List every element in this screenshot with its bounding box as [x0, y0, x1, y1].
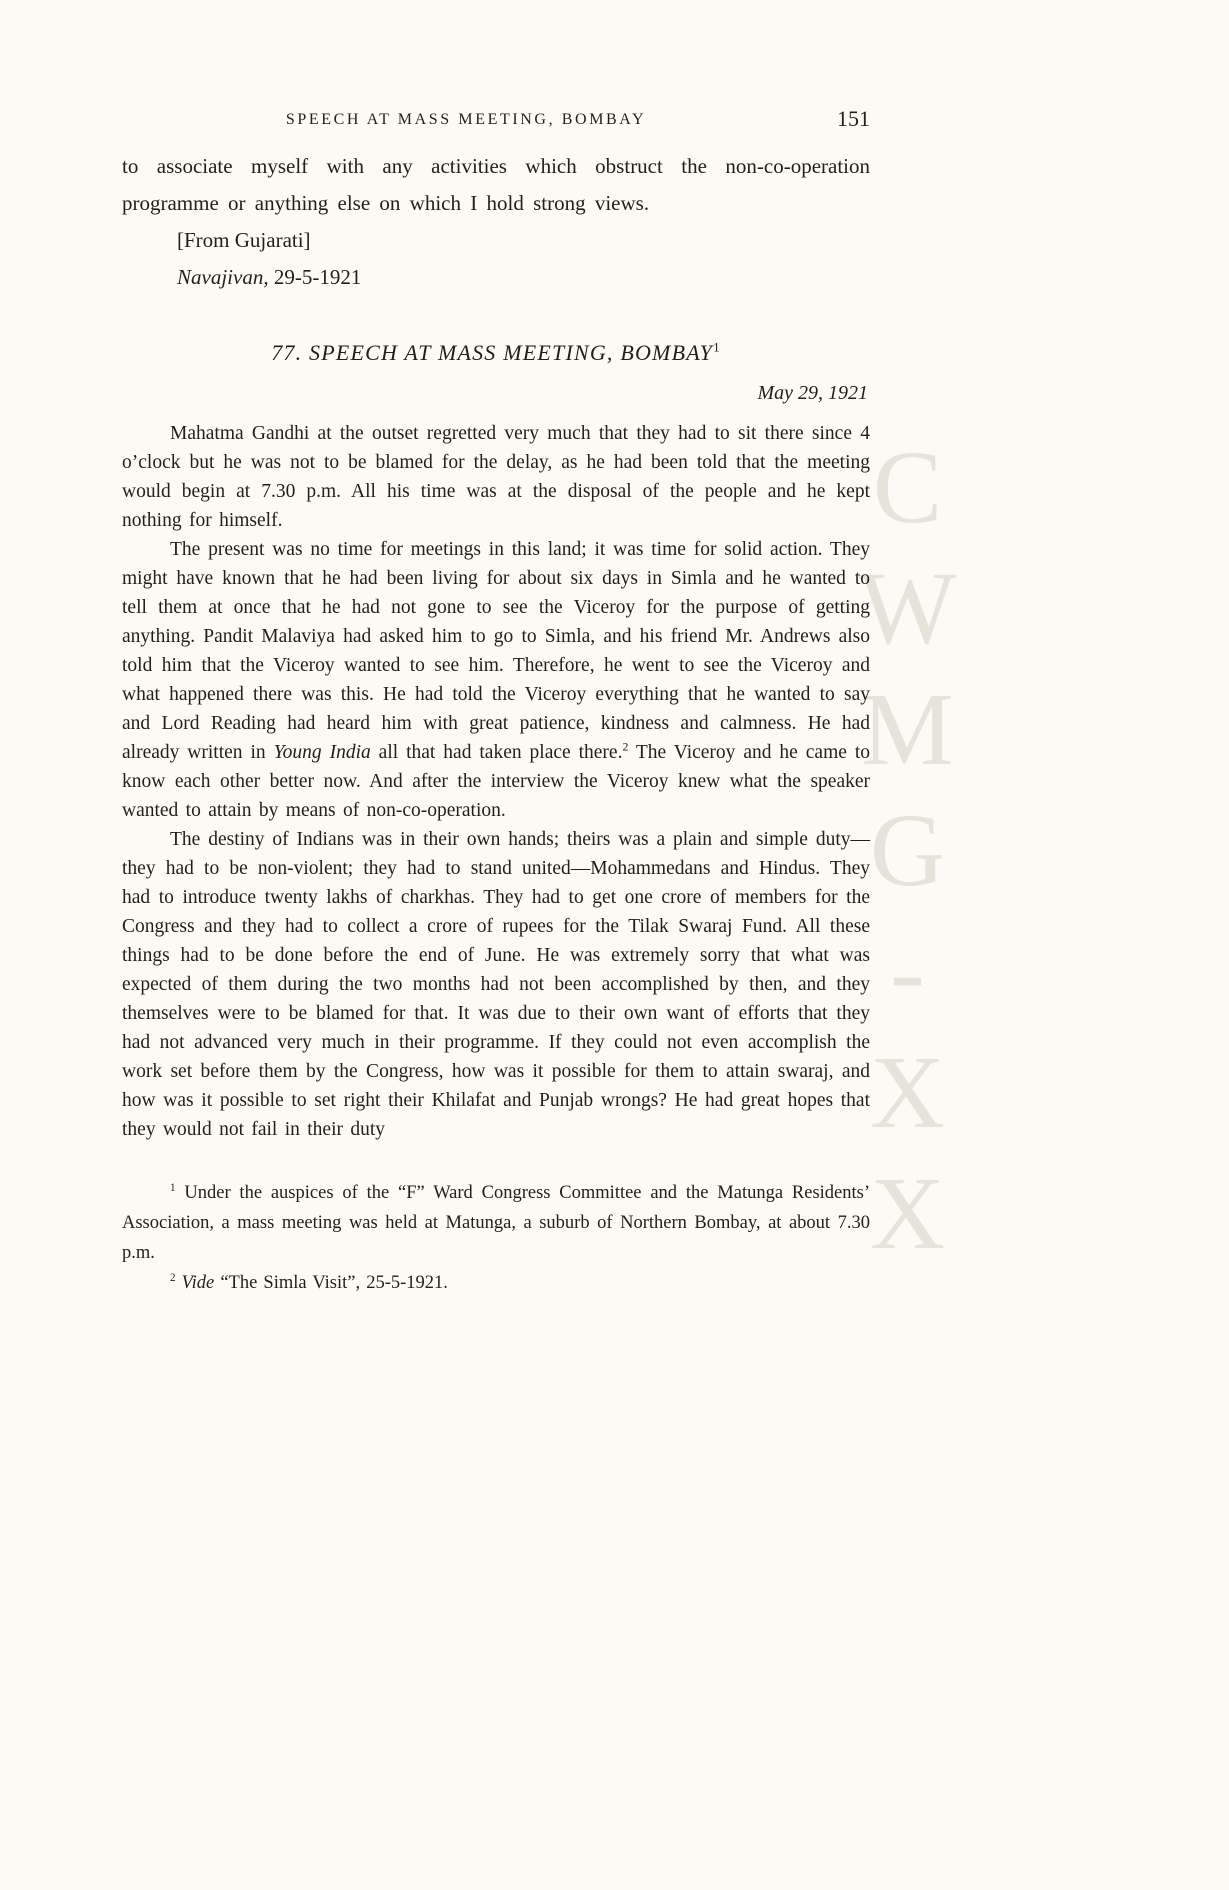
source-language-line: [From Gujarati]	[177, 228, 311, 252]
source-citation-line: Navajivan, 29-5-1921	[177, 265, 362, 289]
footnote-1: $^1$ Under the auspices of the “F” Ward Congress Committee and the Matunga Residents’ Association, a mass meeting was held at Matunga, a suburb of Northern Bombay, at about 7.30 p.m.	[122, 1181, 870, 1263]
page-number: 151	[837, 106, 870, 131]
article-body	[122, 419, 870, 1144]
continuation-paragraph: to associate myself with any activities which obstruct the non-co-operation programme or anything else on which I hold strong views.	[122, 154, 870, 215]
running-header	[122, 106, 870, 140]
article-title: 77. SPEECH AT MASS MEETING, BOMBAY$^1$	[271, 339, 721, 365]
footnote-2: $^2$ Vide “The Simla Visit”, 25-5-1921.	[170, 1271, 448, 1293]
paragraph-1: Mahatma Gandhi at the outset regretted very much that they had to sit there since 4 o’clock but he was not to be blamed for the delay, as he had been told that the meeting would begin at 7.30 p.m. All his time was at the disposal of the people and he kept nothing for himself.	[122, 423, 870, 531]
paragraph-2: The present was no time for meetings in this land; it was time for solid action. They might have known that he had been living for about six days in Simla and he wanted to tell them at once that he had not gone to see the Viceroy for the purpose of getting anything. Pandit Malaviya had asked him to go to Simla, and his friend Mr. Andrews also told him that the Viceroy wanted to see him. Therefore, he went to see the Viceroy and what happened there was this. He had told the Viceroy everything that he wanted to say and Lord Reading had heard him with great patience, kindness and calmness. He had already written in Young India all that had taken place there.$^2$ The Viceroy and he came to know each other better now. And after the interview the Viceroy knew what the speaker wanted to attain by means of non-co-operation.	[122, 539, 871, 821]
watermark: CWMG-XX	[850, 430, 965, 1277]
footnotes-section	[122, 1178, 870, 1298]
page-content	[122, 106, 870, 1298]
paragraph-3: The destiny of Indians was in their own hands; theirs was a plain and simple duty—they had to be non-violent; they had to stand united—Mohammedans and Hindus. They had to introduce twenty lakhs of charkhas. They had to get one crore of members for the Congress and they had to collect a crore of rupees for the Tilak Swaraj Fund. All these things had to be done before the end of June. He was extremely sorry that what was expected of them during the two months had not been accomplished by then, and they themselves were to be blamed for that. It was due to their own want of efforts that they had not advanced very much in their programme. If they could not even accomplish the work set before them by the Congress, how was it possible for them to attain swaraj, and how was it possible to set right their Khilafat and Punjab wrongs? He had great hopes that they would not fail in their duty	[122, 829, 870, 1140]
running-head-title: SPEECH AT MASS MEETING, BOMBAY	[285, 111, 647, 128]
article-date: May 29, 1921	[757, 382, 868, 404]
